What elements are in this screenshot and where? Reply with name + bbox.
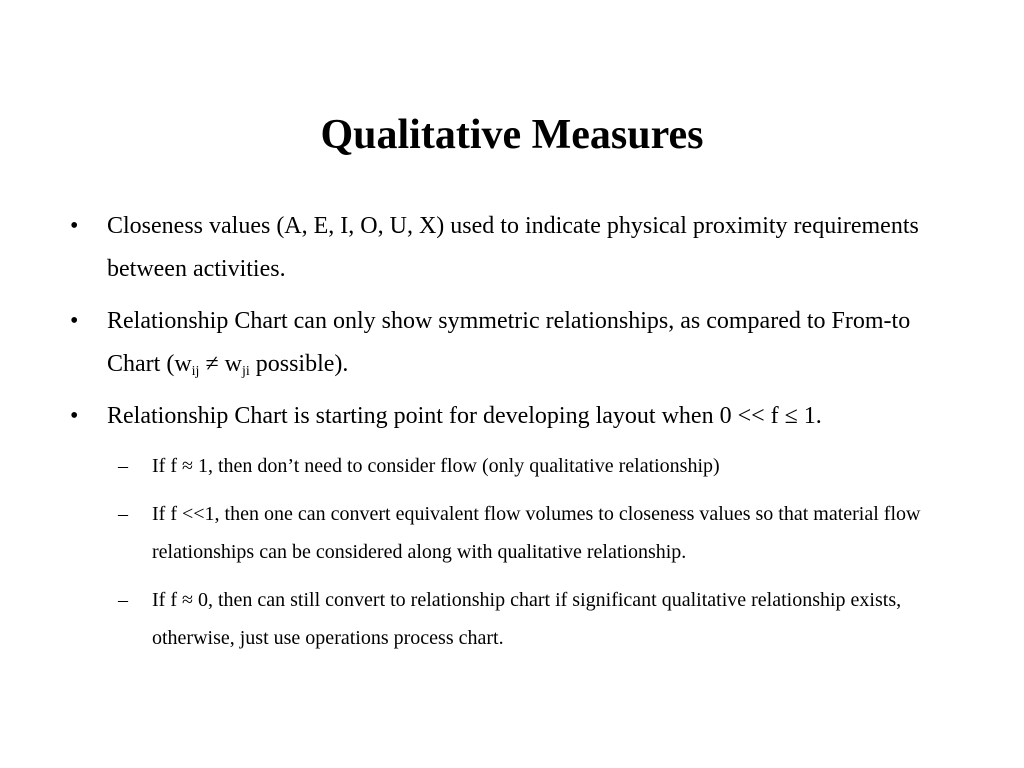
bullet-item-starting-point — [0, 395, 1024, 438]
sub-bullet-f-much-less-1 — [0, 495, 1024, 571]
bullet-marker: • — [70, 308, 79, 334]
sub-bullet-f-approx-1 — [0, 447, 1024, 485]
sub-bullet-marker: – — [118, 455, 128, 477]
sub-bullet-text: If f ≈ 0, then can still convert to relationship chart if significant qualitative relationship exists, otherwise, just use operations process chart. — [152, 589, 902, 649]
sub-bullet-text: If f ≈ 1, then don’t need to consider flow (only qualitative relationship) — [152, 455, 720, 477]
bullet-text-after: possible). — [249, 351, 349, 377]
sub-bullet-marker: – — [118, 589, 128, 611]
bullet-item-symmetric — [0, 300, 1024, 386]
bullet-text-mid: ≠ w — [199, 351, 242, 377]
bullet-marker: • — [70, 403, 79, 429]
bullet-item-closeness — [0, 205, 1024, 291]
bullet-text: Closeness values (A, E, I, O, U, X) used to indicate physical proximity requirements between activities. — [107, 213, 919, 282]
sub-bullet-marker: – — [118, 503, 128, 525]
sub-bullet-text: If f <<1, then one can convert equivalent flow volumes to closeness values so that material flow relationships can be considered along with qualitative relationship. — [152, 503, 921, 563]
bullet-text-before: Relationship Chart can only show symmetric relationships, as compared to From-to Chart (w — [107, 308, 911, 377]
bullet-list — [0, 205, 1024, 667]
bullet-marker: • — [70, 213, 79, 239]
bullet-text: Relationship Chart is starting point for developing layout when 0 << f ≤ 1. — [107, 403, 822, 429]
sub-bullet-f-approx-0 — [0, 581, 1024, 657]
slide-title: Qualitative Measures — [320, 112, 704, 158]
subscript-ji: ji — [241, 364, 250, 379]
subscript-ij: ij — [191, 364, 200, 379]
